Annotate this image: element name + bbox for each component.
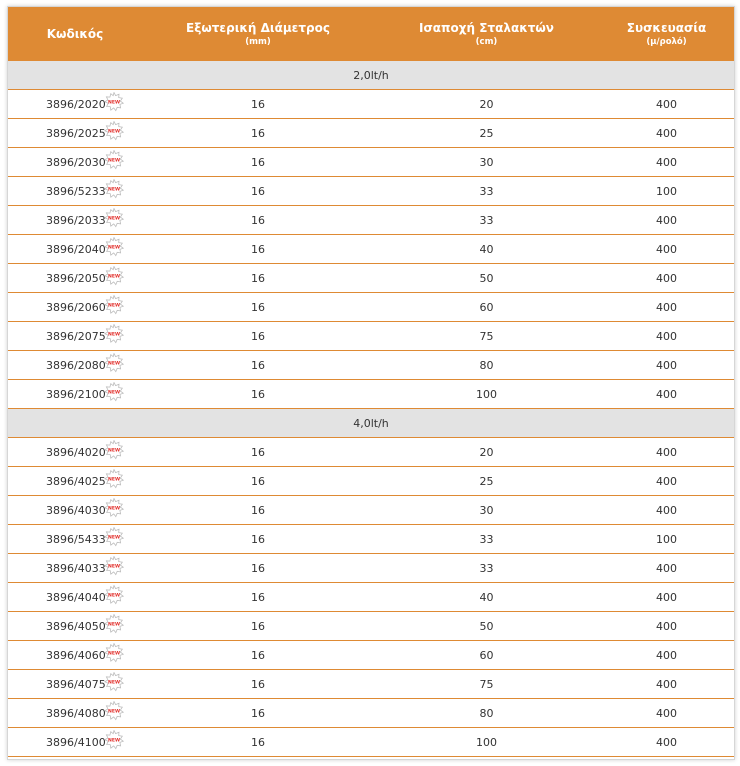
cell-packaging: 400 [599,235,734,264]
new-badge-icon [104,179,124,199]
new-badge-text: NEW [107,535,121,541]
cell-packaging: 400 [599,670,734,699]
table-row [8,612,734,641]
cell-spacing: 75 [374,322,599,351]
cell-packaging: 400 [599,90,734,119]
new-badge-icon [104,643,124,663]
cell-packaging: 400 [599,467,734,496]
new-badge-text: NEW [107,332,121,338]
cell-spacing: 50 [374,612,599,641]
product-code: 3896/4033 [46,561,106,575]
header-spacing [374,7,599,61]
header-packaging-label: Συσκευασία [626,21,707,35]
cell-code [8,90,142,119]
table-row [8,728,734,757]
header-code [8,7,142,61]
product-code: 3896/2050 [46,271,106,285]
new-badge-text: NEW [107,506,121,512]
header-spacing-unit: (cm) [475,37,498,47]
cell-spacing: 100 [374,728,599,757]
cell-packaging: 400 [599,496,734,525]
table-row [8,177,734,206]
product-code: 3896/5433 [46,532,106,546]
cell-spacing: 30 [374,148,599,177]
product-code: 3896/4040 [46,590,106,604]
cell-packaging: 400 [599,699,734,728]
cell-spacing: 30 [374,496,599,525]
cell-diameter: 16 [142,467,374,496]
table-row [8,235,734,264]
cell-packaging: 400 [599,322,734,351]
cell-diameter: 16 [142,119,374,148]
new-badge-icon [104,672,124,692]
header-diameter-label: Εξωτερική Διάμετρος [186,21,330,35]
cell-code [8,612,142,641]
table-row [8,119,734,148]
cell-code [8,264,142,293]
product-table [8,7,734,757]
cell-code [8,525,142,554]
cell-packaging: 100 [599,525,734,554]
cell-packaging: 400 [599,612,734,641]
cell-diameter: 16 [142,583,374,612]
new-badge-text: NEW [107,245,121,251]
new-badge-icon [104,498,124,518]
new-badge-icon [104,324,124,344]
group-label: 4,0lt/h [8,409,734,438]
cell-code [8,206,142,235]
new-badge-icon [104,730,124,750]
cell-diameter: 16 [142,351,374,380]
cell-diameter: 16 [142,641,374,670]
cell-spacing: 80 [374,699,599,728]
cell-spacing: 80 [374,351,599,380]
table-body [8,61,734,757]
cell-spacing: 75 [374,670,599,699]
new-badge-icon [104,614,124,634]
cell-code [8,177,142,206]
cell-spacing: 25 [374,119,599,148]
header-spacing-label: Ισαποχή Σταλακτών [419,21,554,35]
cell-packaging: 400 [599,148,734,177]
product-code: 3896/4060 [46,648,106,662]
new-badge-text: NEW [107,129,121,135]
product-code: 3896/4025 [46,474,106,488]
cell-code [8,148,142,177]
table-header [8,7,734,61]
cell-diameter: 16 [142,525,374,554]
table-row [8,380,734,409]
product-code: 3896/4020 [46,445,106,459]
table-row [8,641,734,670]
new-badge-text: NEW [107,680,121,686]
table-row [8,148,734,177]
product-code: 3896/2020 [46,97,106,111]
cell-spacing: 40 [374,235,599,264]
table-row [8,293,734,322]
cell-packaging: 400 [599,380,734,409]
table-row [8,670,734,699]
cell-diameter: 16 [142,148,374,177]
cell-spacing: 33 [374,525,599,554]
product-code: 3896/5233 [46,184,106,198]
cell-diameter: 16 [142,206,374,235]
cell-packaging: 400 [599,728,734,757]
cell-code [8,380,142,409]
header-diameter [142,7,374,61]
cell-code [8,119,142,148]
new-badge-text: NEW [107,593,121,599]
cell-diameter: 16 [142,699,374,728]
new-badge-icon [104,701,124,721]
product-code: 3896/2040 [46,242,106,256]
cell-diameter: 16 [142,496,374,525]
cell-packaging: 400 [599,293,734,322]
new-badge-text: NEW [107,216,121,222]
table-row [8,438,734,467]
product-code: 3896/2080 [46,358,106,372]
new-badge-icon [104,92,124,112]
cell-spacing: 33 [374,177,599,206]
new-badge-text: NEW [107,158,121,164]
product-code: 3896/4100 [46,735,106,749]
table-row [8,699,734,728]
header-row [8,7,734,61]
new-badge-text: NEW [107,709,121,715]
new-badge-icon [104,585,124,605]
cell-code [8,728,142,757]
new-badge-text: NEW [107,622,121,628]
table-row [8,264,734,293]
cell-packaging: 400 [599,119,734,148]
table-row [8,467,734,496]
new-badge-text: NEW [107,448,121,454]
header-packaging [599,7,734,61]
new-badge-text: NEW [107,738,121,744]
new-badge-text: NEW [107,274,121,280]
new-badge-icon [104,469,124,489]
new-badge-text: NEW [107,651,121,657]
cell-packaging: 400 [599,206,734,235]
cell-code [8,641,142,670]
cell-code [8,670,142,699]
new-badge-icon [104,208,124,228]
cell-code [8,235,142,264]
group-row [8,409,734,438]
header-code-label: Κωδικός [46,27,104,41]
cell-diameter: 16 [142,554,374,583]
cell-spacing: 33 [374,554,599,583]
cell-diameter: 16 [142,293,374,322]
cell-spacing: 25 [374,467,599,496]
cell-diameter: 16 [142,380,374,409]
cell-spacing: 50 [374,264,599,293]
new-badge-icon [104,440,124,460]
new-badge-icon [104,150,124,170]
cell-spacing: 60 [374,641,599,670]
cell-diameter: 16 [142,235,374,264]
new-badge-text: NEW [107,361,121,367]
header-diameter-unit: (mm) [245,37,271,47]
cell-packaging: 400 [599,351,734,380]
table-row [8,206,734,235]
product-code: 3896/2033 [46,213,106,227]
cell-packaging: 400 [599,438,734,467]
cell-diameter: 16 [142,264,374,293]
group-label: 2,0lt/h [8,61,734,90]
table-row [8,90,734,119]
new-badge-text: NEW [107,564,121,570]
cell-diameter: 16 [142,322,374,351]
new-badge-icon [104,266,124,286]
cell-diameter: 16 [142,670,374,699]
cell-code [8,322,142,351]
cell-code [8,438,142,467]
new-badge-icon [104,382,124,402]
new-badge-icon [104,237,124,257]
product-code: 3896/2060 [46,300,106,314]
cell-spacing: 20 [374,438,599,467]
cell-spacing: 40 [374,583,599,612]
cell-spacing: 33 [374,206,599,235]
new-badge-icon [104,121,124,141]
product-code: 3896/2100 [46,387,106,401]
cell-packaging: 100 [599,177,734,206]
new-badge-icon [104,295,124,315]
cell-diameter: 16 [142,177,374,206]
new-badge-text: NEW [107,100,121,106]
table-row [8,496,734,525]
cell-spacing: 60 [374,293,599,322]
group-row [8,61,734,90]
new-badge-icon [104,527,124,547]
product-code: 3896/4075 [46,677,106,691]
cell-code [8,293,142,322]
cell-diameter: 16 [142,90,374,119]
cell-diameter: 16 [142,438,374,467]
cell-packaging: 400 [599,641,734,670]
product-code: 3896/4030 [46,503,106,517]
table-row [8,583,734,612]
table-row [8,525,734,554]
new-badge-icon [104,353,124,373]
cell-code [8,467,142,496]
cell-packaging: 400 [599,264,734,293]
cell-diameter: 16 [142,612,374,641]
cell-spacing: 20 [374,90,599,119]
cell-code [8,554,142,583]
cell-diameter: 16 [142,728,374,757]
product-code: 3896/4080 [46,706,106,720]
new-badge-text: NEW [107,187,121,193]
table-row [8,351,734,380]
product-code: 3896/4050 [46,619,106,633]
table-row [8,554,734,583]
new-badge-text: NEW [107,477,121,483]
cell-code [8,583,142,612]
cell-code [8,699,142,728]
table-row [8,322,734,351]
new-badge-icon [104,556,124,576]
header-packaging-unit: (μ/ρολό) [646,37,687,47]
cell-code [8,351,142,380]
new-badge-text: NEW [107,390,121,396]
new-badge-text: NEW [107,303,121,309]
product-table-container [7,6,735,760]
cell-packaging: 400 [599,554,734,583]
cell-spacing: 100 [374,380,599,409]
product-code: 3896/2030 [46,155,106,169]
cell-packaging: 400 [599,583,734,612]
product-code: 3896/2075 [46,329,106,343]
cell-code [8,496,142,525]
product-code: 3896/2025 [46,126,106,140]
